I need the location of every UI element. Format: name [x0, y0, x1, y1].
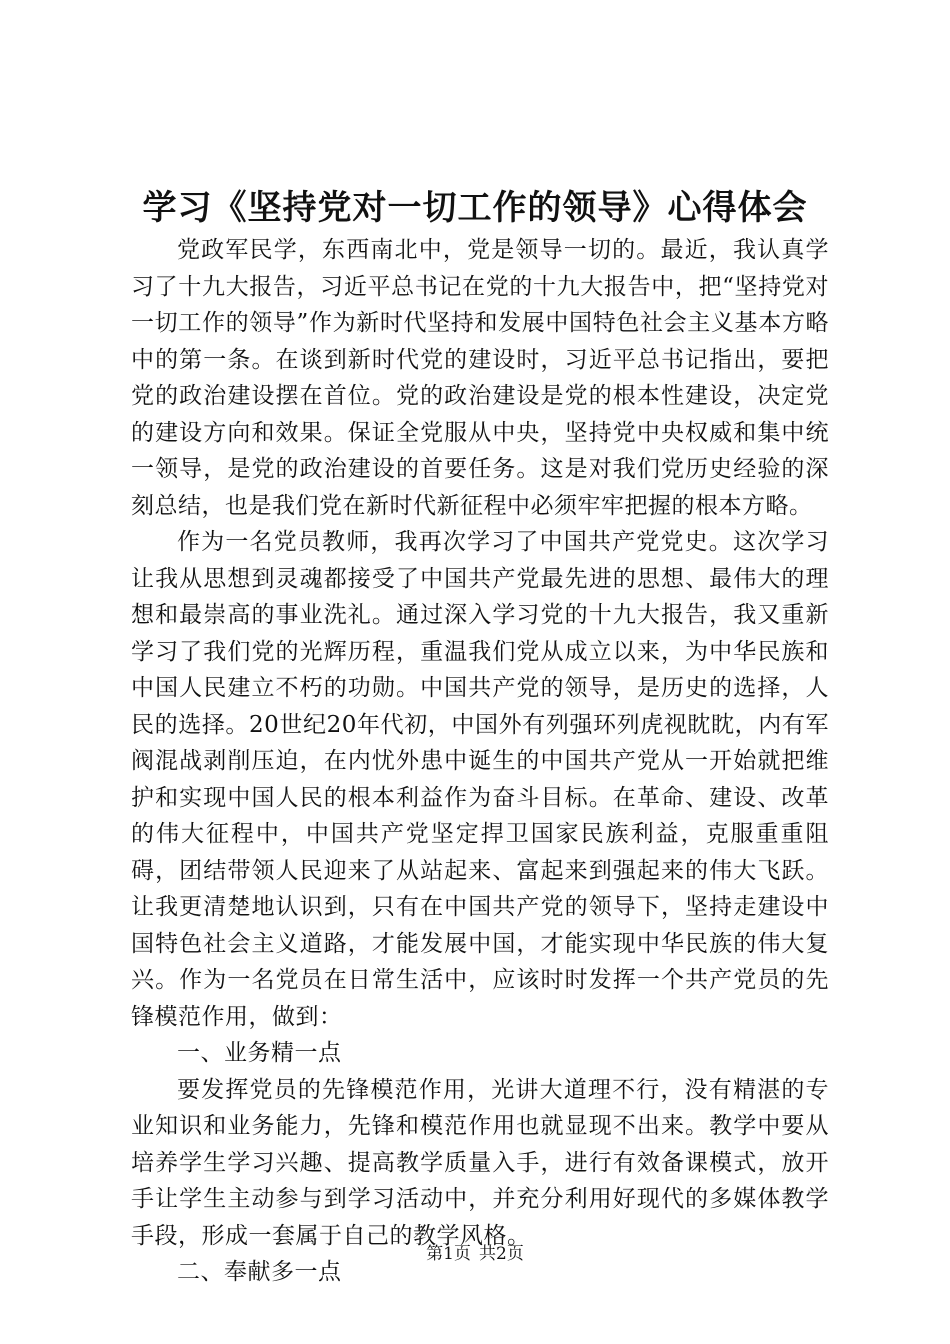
- section-heading-1: 一、业务精一点: [177, 1040, 342, 1066]
- paragraph-party-history: 作为一名党员教师，我再次学习了中国共产党党史。这次学习让我从思想到灵魂都接受了中国共产党最先进的思想、最伟大的理想和最崇高的事业洗礼。通过深入学习党的十九大报告，我又重新学习了我们党的光辉历程，重温我们党从成立以来，为中华民族和中国人民建立不朽的功勋。中国共产党的领导，是历史的选择，人民的选择。20世纪20年代初，中国外有列强环列虎视眈眈，内有军阀混战剥削压迫，在内忧外患中诞生的中国共产党从一开始就把维护和实现中国人民的根本利益作为奋斗目标。在革命、建设、改革的伟大征程中，中国共产党坚定捍卫国家民族利益，克服重重阻碍，团结带领人民迎来了从站起来、富起来到强起来的伟大飞跃。让我更清楚地认识到，只有在中国共产党的领导下，坚持走建设中国特色社会主义道路，才能发展中国，才能实现中华民族的伟大复兴。作为一名党员在日常生活中，应该时时发挥一个共产党员的先锋模范作用，做到：: [131, 529, 829, 1030]
- paragraph-section-1: 要发挥党员的先锋模范作用，光讲大道理不行，没有精湛的专业知识和业务能力，先锋和模范作用也就显现不出来。教学中要从培养学生学习兴趣、提高教学质量入手，进行有效备课模式，放开手让学生主动参与到学习活动中，并充分利用好现代的多媒体教学手段，形成一套属于自己的教学风格。: [131, 1076, 829, 1249]
- document-body: [131, 232, 829, 1291]
- document-title: 学习《坚持党对一切工作的领导》心得体会: [142, 188, 808, 228]
- section-heading-2: 二、奉献多一点: [177, 1259, 342, 1285]
- page-number-total: 共2页: [479, 1244, 524, 1264]
- page-number-current: 第1页: [426, 1244, 471, 1264]
- page-footer: [0, 1242, 950, 1266]
- paragraph-intro: 党政军民学，东西南北中，党是领导一切的。最近，我认真学习了十九大报告，习近平总书记在党的十九大报告中，把“坚持党对一切工作的领导”作为新时代坚持和发展中国特色社会主义基本方略中的第一条。在谈到新时代党的建设时，习近平总书记指出，要把党的政治建设摆在首位。党的政治建设是党的根本性建设，决定党的建设方向和效果。保证全党服从中央，坚持党中央权威和集中统一领导，是党的政治建设的首要任务。这是对我们党历史经验的深刻总结，也是我们党在新时代新征程中必须牢牢把握的根本方略。: [131, 237, 829, 519]
